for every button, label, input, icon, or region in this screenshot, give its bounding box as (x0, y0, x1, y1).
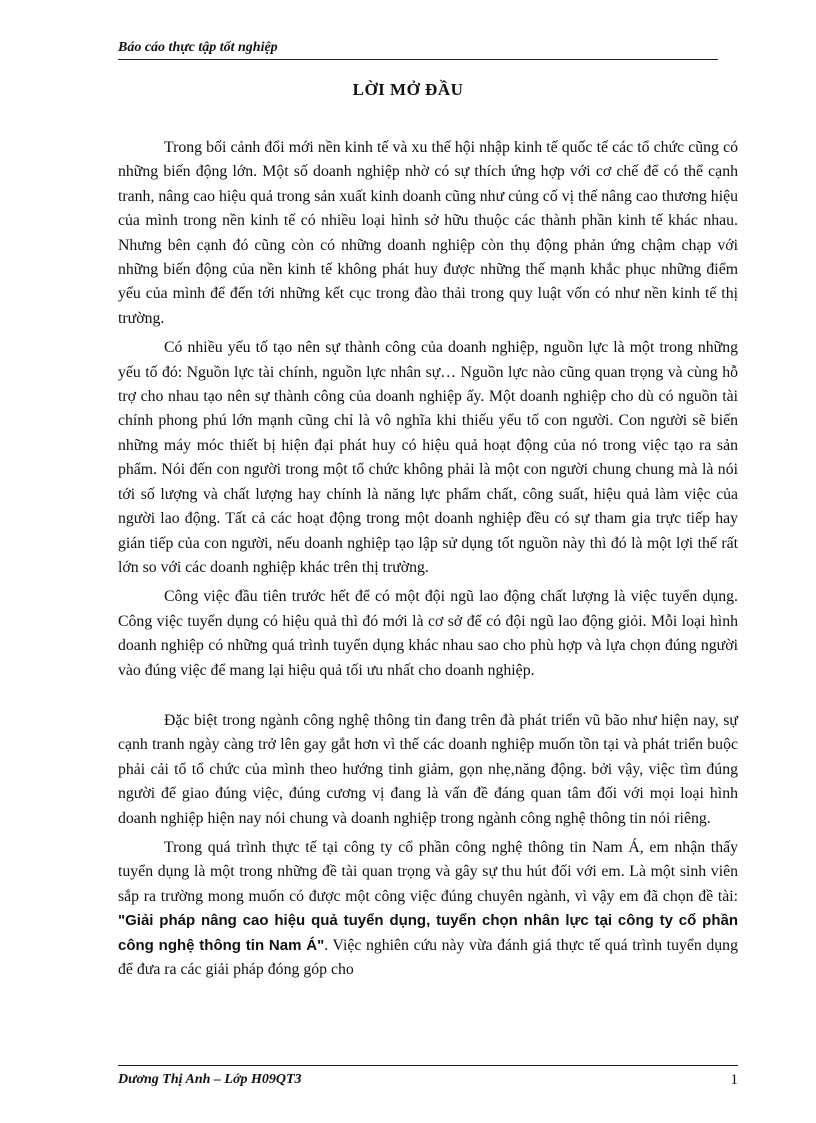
paragraph-4: Đặc biệt trong ngành công nghệ thông tin đang trên đà phát triển vũ bão như hiện nay, sự cạnh tranh ngày càng trở lên gay gắt hơn vì thế các doanh nghiệp muốn tồn tại và phát triển buộc phải cải tổ tổ chức của mình theo hướng tinh giảm, gọn nhẹ,năng động. bởi vậy, việc tìm đúng người để giao đúng việc, đúng cương vị đang là vấn đề đáng quan tâm đối với mọi loại hình doanh nghiệp hiện nay nói chung và doanh nghiệp trong ngành công nghệ thông tin nói riêng. (118, 711, 738, 827)
footer-author: Dương Thị Anh – Lớp H09QT3 (118, 1072, 302, 1087)
header-text: Báo cáo thực tập tốt nghiệp (118, 40, 278, 55)
paragraph-5-text: Trong quá trình thực tế tại công ty cổ phần công nghệ thông tin Nam Á, em nhận thấy tuyển dụng là một trong những đề tài quan trọng và gây sự thu hút đối với em. Là một sinh viên sắp ra trường mong muốn có được một công việc đúng chuyên ngành, vì vậy em đã chọn đề tài: (118, 838, 738, 905)
paragraph-3: Công việc đầu tiên trước hết để có một đội ngũ lao động chất lượng là việc tuyển dụng. Công việc tuyển dụng có hiệu quả thì đó mới là cơ sở để có đội ngũ lao động giỏi. Mỗi loại hình doanh nghiệp có những quá trình tuyển dụng khác nhau sao cho phù hợp và lựa chọn đúng người vào đúng việc để mang lại hiệu quả tối ưu nhất cho doanh nghiệp. (118, 588, 738, 679)
page-footer (118, 1065, 738, 1088)
paragraph-5 (118, 836, 738, 982)
document-body (118, 136, 738, 987)
page-title: LỜI MỞ ĐẦU (352, 80, 464, 99)
paragraph-5-continuation: . Việc nghiên cứu này vừa đánh giá thực tế quá trình tuyển dụng để đưa ra các giải pháp đóng góp cho (118, 936, 738, 978)
thesis-title: "Giải pháp nâng cao hiệu quả tuyển dụng, tuyển chọn nhân lực tại công ty cổ phần công nghệ thông tin Nam Á" (118, 912, 738, 954)
paragraph-1: Trong bối cảnh đổi mới nền kinh tế và xu thế hội nhập kinh tế quốc tế các tổ chức cũng có những biến động lớn. Một số doanh nghiệp nhờ có sự thích ứng hợp với cơ chế để có thể cạnh tranh, nâng cao hiệu quả trong sản xuất kinh doanh cũng như củng cố vị thế nâng cao thương hiệu của mình trong nền kinh tế có nhiều loại hình sở hữu thuộc các thành phần kinh tế khác nhau. Nhưng bên cạnh đó cũng còn có những doanh nghiệp còn thụ động phản ứng chậm chạp với những biến động của nền kinh tế không phát huy được những thế mạnh khắc phục những điểm yếu của mình để đến tới những kết cục trong đào thải trong quy luật vốn có như nền kinh tế thị trường. (118, 139, 738, 327)
page-header (118, 40, 718, 60)
paragraph-2: Có nhiều yếu tố tạo nên sự thành công của doanh nghiệp, nguồn lực là một trong những yếu tố đó: Nguồn lực tài chính, nguồn lực nhân sự… Nguồn lực nào cũng quan trọng và cùng hỗ trợ cho nhau tạo nên sự thành công của doanh nghiệp ấy. Một doanh nghiệp cho dù có nguồn tài chính phong phú lớn mạnh cũng chỉ là vô nghĩa khi thiếu yếu tố con người. Con người sẽ biến những máy móc thiết bị hiện đại phát huy có hiệu quả hoạt động của nó trong việc tạo ra sản phẩm. Nói đến con người trong một tổ chức không phải là một con người chung chung mà là nói tới số lượng và chất lượng hay chính là năng lực phẩm chất, công suất, hiệu quả làm việc của người lao động. Tất cả các hoạt động trong một doanh nghiệp đều có sự tham gia trực tiếp hay gián tiếp của con người, nếu doanh nghiệp tạo lập sử dụng tốt nguồn này thì đó là một lợi thế rất lớn so với các doanh nghiệp khác trên thị trường. (118, 339, 738, 576)
page-number: 1 (730, 1072, 738, 1088)
